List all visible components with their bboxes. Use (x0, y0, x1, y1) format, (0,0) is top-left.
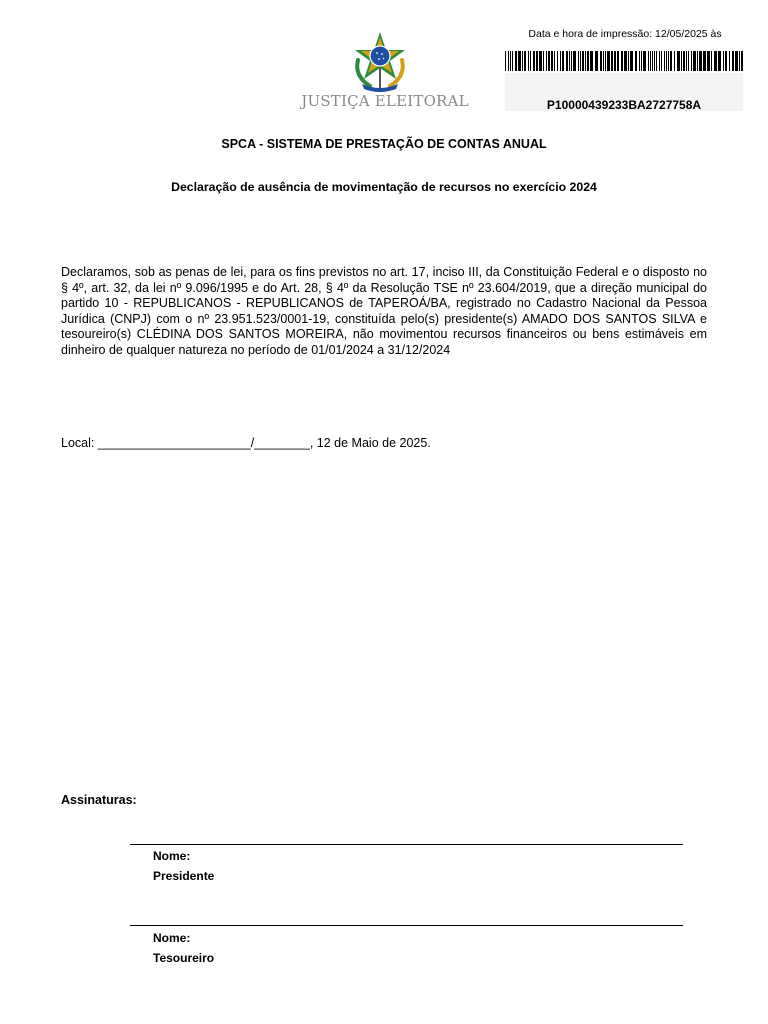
treasurer-role: Tesoureiro (153, 951, 215, 965)
org-name: JUSTIÇA ELEITORAL (301, 92, 469, 110)
protocol-number: P10000439233BA2727758A (546, 98, 702, 112)
treasurer-name-label: Nome: (153, 931, 191, 945)
local-date-line: Local: ______________________/________, 12 de Maio de 2025. (61, 436, 431, 450)
print-datetime: Data e hora de impressão: 12/05/2025 às (528, 28, 722, 40)
declaration-body: Declaramos, sob as penas de lei, para os fins previstos no art. 17, inciso III, da Constituição Federal e o disposto no § 4º, art. 32, da lei nº 9.096/1995 e do Art. 28, § 4º da Resolução TSE nº 23.604/2019, que a direção municipal do partido 10 - REPUBLICANOS - REPUBLICANOS de TAPEROÁ/BA, registrado no Cadastro Nacional da Pessoa Jurídica (CNPJ) com o nº 23.951.523/0001-19, constituída pelo(s) presidente(s) AMADO DOS SANTOS SILVA e tesoureiro(s) CLÉDINA DOS SANTOS MOREIRA, não movimentou recursos financeiros ou bens estimáveis em dinheiro de qualquer natureza no período de 01/01/2024 a 31/12/2024 (61, 265, 707, 357)
president-role: Presidente (153, 869, 215, 883)
president-name-label: Nome: (153, 849, 191, 863)
system-title: SPCA - SISTEMA DE PRESTAÇÃO DE CONTAS ANUAL (221, 137, 547, 151)
signatures-heading: Assinaturas: (61, 793, 137, 807)
president-signature-line (130, 844, 683, 845)
declaration-title: Declaração de ausência de movimentação de recursos no exercício 2024 (171, 180, 597, 194)
barcode-icon (505, 51, 743, 71)
treasurer-signature-line (130, 925, 683, 926)
brazil-coat-of-arms-icon (348, 30, 412, 92)
